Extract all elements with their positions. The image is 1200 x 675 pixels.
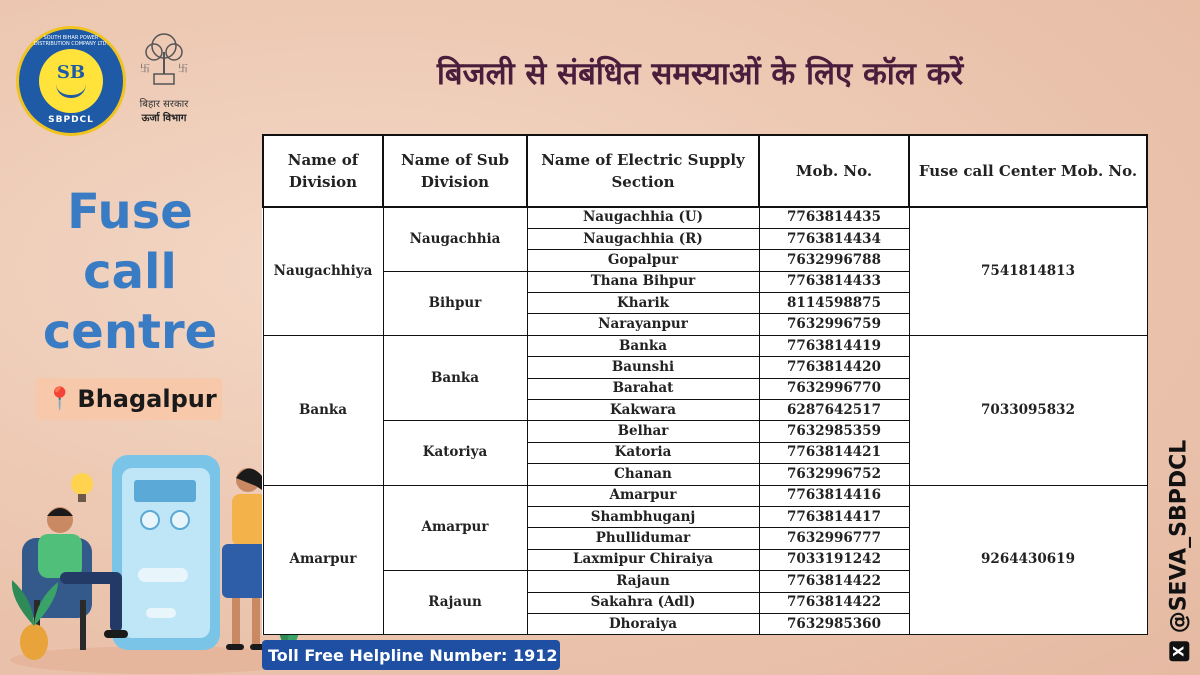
header-subdivision: Name of Sub Division [383, 135, 527, 207]
sbpdcl-abbr: SBPDCL [48, 115, 94, 125]
fuse-number-cell: 7033095832 [909, 335, 1147, 485]
mobile-cell: 7763814419 [759, 335, 909, 356]
section-cell: Sakahra (Adl) [527, 592, 759, 613]
mobile-cell: 7763814421 [759, 442, 909, 463]
side-title-line: Fuse [67, 184, 193, 240]
section-cell: Laxmipur Chiraiya [527, 549, 759, 570]
social-handle [1162, 430, 1196, 670]
mobile-cell: 7763814422 [759, 592, 909, 613]
section-cell: Kharik [527, 293, 759, 314]
table-row [263, 335, 1147, 356]
header-section: Name of Electric Supply Section [527, 135, 759, 207]
mobile-cell: 7763814433 [759, 271, 909, 292]
section-cell: Gopalpur [527, 250, 759, 271]
section-cell: Naugachhia (U) [527, 207, 759, 228]
mobile-cell: 8114598875 [759, 293, 909, 314]
subdivision-cell: Banka [383, 335, 527, 421]
location-label: Bhagalpur [77, 385, 217, 413]
section-cell: Belhar [527, 421, 759, 442]
mobile-cell: 7763814420 [759, 357, 909, 378]
sbpdcl-mark: SB [56, 62, 86, 83]
section-cell: Barahat [527, 378, 759, 399]
social-handle-text: @SEVA_SBPDCL [1166, 439, 1192, 633]
division-cell: Naugachhiya [263, 207, 383, 335]
location-pin-icon: 📍 [46, 386, 74, 412]
energy-dept-text: ऊर्जा विभाग [141, 113, 187, 124]
table-header-row [263, 135, 1147, 207]
mobile-cell: 7632996777 [759, 528, 909, 549]
table-body [263, 207, 1147, 635]
mobile-cell: 7632996788 [759, 250, 909, 271]
subdivision-cell: Naugachhia [383, 207, 527, 271]
section-cell: Chanan [527, 464, 759, 485]
header-fuse: Fuse call Center Mob. No. [909, 135, 1147, 207]
header-division: Name of Division [263, 135, 383, 207]
section-cell: Rajaun [527, 571, 759, 592]
table-row [263, 207, 1147, 228]
mobile-cell: 7632985360 [759, 613, 909, 634]
sbpdcl-company-name: SOUTH BIHAR POWER DISTRIBUTION COMPANY LTD. [33, 35, 109, 47]
mobile-cell: 6287642517 [759, 400, 909, 421]
mobile-cell: 7763814416 [759, 485, 909, 506]
subdivision-cell: Amarpur [383, 485, 527, 571]
page-title: बिजली से संबंधित समस्याओं के लिए कॉल करें [436, 56, 964, 92]
subdivision-cell: Rajaun [383, 571, 527, 635]
x-twitter-icon: X [1169, 641, 1189, 661]
section-cell: Katoria [527, 442, 759, 463]
section-cell: Banka [527, 335, 759, 356]
mobile-cell: 7632996759 [759, 314, 909, 335]
smiley-icon [39, 49, 103, 113]
mobile-cell: 7763814417 [759, 506, 909, 527]
helpline-banner: Toll Free Helpline Number: 1912 [262, 640, 560, 670]
bihar-gov-text: बिहार सरकार [139, 99, 189, 110]
subdivision-cell: Bihpur [383, 271, 527, 335]
section-cell: Dhoraiya [527, 613, 759, 634]
mobile-cell: 7632996752 [759, 464, 909, 485]
mobile-cell: 7763814435 [759, 207, 909, 228]
division-cell: Banka [263, 335, 383, 485]
side-title [20, 182, 240, 362]
bihar-gov-logo [132, 30, 196, 124]
header-mobile: Mob. No. [759, 135, 909, 207]
mobile-cell: 7632996770 [759, 378, 909, 399]
section-cell: Phullidumar [527, 528, 759, 549]
section-cell: Naugachhia (R) [527, 228, 759, 249]
section-cell: Narayanpur [527, 314, 759, 335]
section-cell: Kakwara [527, 400, 759, 421]
svg-text:卐: 卐 [140, 64, 150, 75]
mobile-cell: 7632985359 [759, 421, 909, 442]
subdivision-cell: Katoriya [383, 421, 527, 485]
side-title-line: centre [42, 304, 218, 360]
fuse-number-cell: 9264430619 [909, 485, 1147, 635]
section-cell: Shambhuganj [527, 506, 759, 527]
mobile-cell: 7033191242 [759, 549, 909, 570]
fuse-number-cell: 7541814813 [909, 207, 1147, 335]
bodhi-tree-icon [136, 30, 192, 92]
svg-text:卐: 卐 [178, 64, 188, 75]
table-row [263, 485, 1147, 506]
contact-table [262, 134, 1148, 635]
sbpdcl-logo [16, 26, 126, 136]
section-cell: Thana Bihpur [527, 271, 759, 292]
side-title-line: call [83, 244, 177, 300]
section-cell: Amarpur [527, 485, 759, 506]
division-cell: Amarpur [263, 485, 383, 635]
section-cell: Baunshi [527, 357, 759, 378]
location-badge [36, 378, 222, 420]
mobile-cell: 7763814434 [759, 228, 909, 249]
mobile-cell: 7763814422 [759, 571, 909, 592]
lightbulb-icon [71, 473, 93, 495]
